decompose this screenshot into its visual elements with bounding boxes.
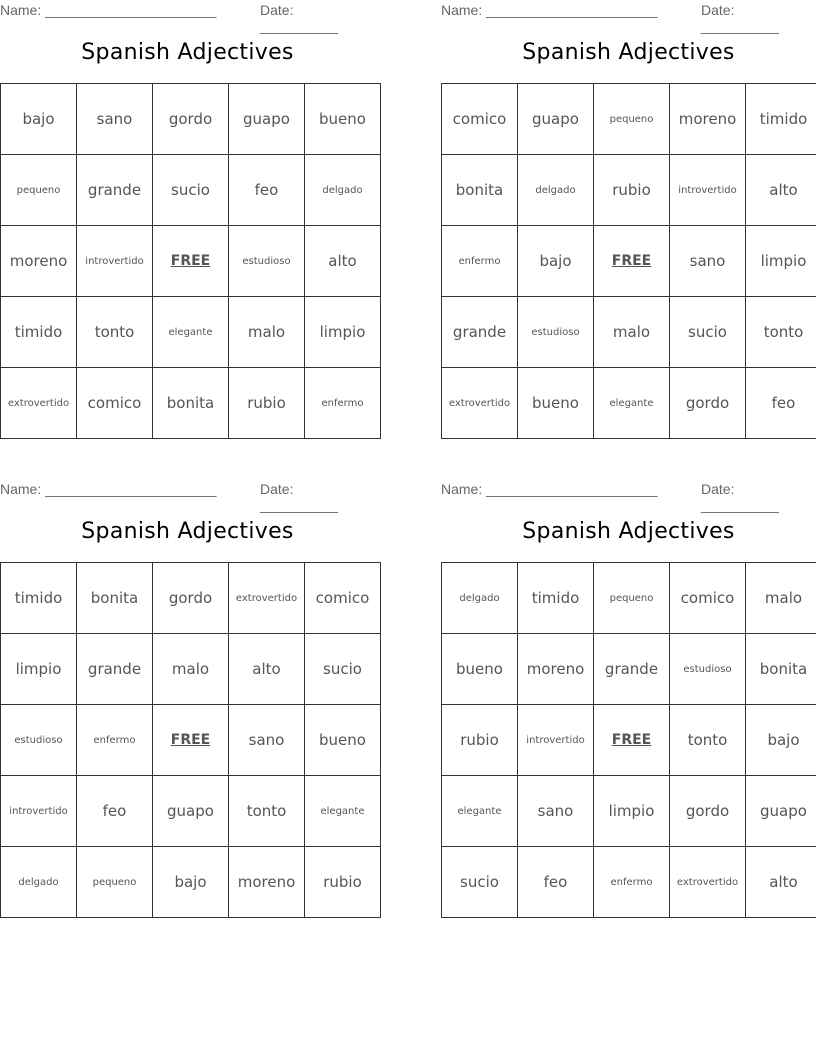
word-cell: malo	[594, 297, 670, 368]
word-cell: bajo	[153, 847, 229, 918]
word-cell: malo	[153, 634, 229, 705]
word-cell: delgado	[1, 847, 77, 918]
bingo-grid	[0, 83, 381, 439]
grid-row	[442, 847, 816, 918]
grid-row	[1, 368, 381, 439]
word-cell: delgado	[518, 155, 594, 226]
name-field-label: Name: ______________________	[0, 481, 217, 497]
word-cell: sucio	[305, 634, 381, 705]
word-cell: pequeno	[594, 84, 670, 155]
word-cell: bajo	[1, 84, 77, 155]
word-cell: delgado	[305, 155, 381, 226]
word-cell: bajo	[746, 705, 816, 776]
name-field-label: Name: ______________________	[0, 2, 217, 18]
word-cell: rubio	[305, 847, 381, 918]
word-cell: delgado	[442, 563, 518, 634]
word-cell: comico	[442, 84, 518, 155]
word-cell: bueno	[305, 84, 381, 155]
word-cell: gordo	[153, 84, 229, 155]
grid-row	[1, 705, 381, 776]
word-cell: sano	[518, 776, 594, 847]
word-cell: rubio	[442, 705, 518, 776]
word-cell: sano	[77, 84, 153, 155]
word-cell: extrovertido	[442, 368, 518, 439]
word-cell: gordo	[670, 368, 746, 439]
word-cell: comico	[670, 563, 746, 634]
word-cell: guapo	[229, 84, 305, 155]
word-cell: bonita	[442, 155, 518, 226]
word-cell: sano	[229, 705, 305, 776]
word-cell: feo	[518, 847, 594, 918]
grid-row	[442, 297, 816, 368]
word-cell: pequeno	[77, 847, 153, 918]
bingo-card-1	[0, 0, 375, 412]
word-cell: tonto	[229, 776, 305, 847]
grid-row	[1, 84, 381, 155]
word-cell: bonita	[77, 563, 153, 634]
word-cell: pequeno	[1, 155, 77, 226]
word-cell: alto	[746, 155, 816, 226]
word-cell: moreno	[670, 84, 746, 155]
word-cell: bajo	[518, 226, 594, 297]
word-cell: tonto	[670, 705, 746, 776]
word-cell: sano	[670, 226, 746, 297]
grid-row	[442, 368, 816, 439]
word-cell: elegante	[442, 776, 518, 847]
word-cell: sucio	[442, 847, 518, 918]
date-field-label: Date: __________	[260, 2, 338, 34]
grid-row	[442, 226, 816, 297]
word-cell: estudioso	[1, 705, 77, 776]
grid-row	[1, 226, 381, 297]
word-cell: rubio	[229, 368, 305, 439]
word-cell: bueno	[442, 634, 518, 705]
word-cell: timido	[518, 563, 594, 634]
word-cell: bueno	[305, 705, 381, 776]
grid-row	[442, 634, 816, 705]
card-title: Spanish Adjectives	[81, 519, 294, 544]
word-cell: grande	[77, 634, 153, 705]
word-cell: introvertido	[1, 776, 77, 847]
header-row	[0, 479, 375, 513]
word-cell: timido	[1, 297, 77, 368]
word-cell: tonto	[77, 297, 153, 368]
word-cell: moreno	[1, 226, 77, 297]
word-cell: tonto	[746, 297, 816, 368]
card-title: Spanish Adjectives	[81, 40, 294, 65]
word-cell: enfermo	[594, 847, 670, 918]
free-space-cell: FREE	[594, 226, 670, 297]
word-cell: pequeno	[594, 563, 670, 634]
free-space-cell: FREE	[153, 705, 229, 776]
grid-row	[1, 155, 381, 226]
bingo-grid	[0, 562, 381, 918]
word-cell: moreno	[229, 847, 305, 918]
grid-row	[442, 563, 816, 634]
word-cell: sucio	[670, 297, 746, 368]
word-cell: comico	[305, 563, 381, 634]
word-cell: feo	[77, 776, 153, 847]
date-field-label: Date: __________	[260, 481, 338, 513]
word-cell: gordo	[153, 563, 229, 634]
word-cell: comico	[77, 368, 153, 439]
grid-row	[1, 297, 381, 368]
header-row	[441, 0, 816, 34]
word-cell: guapo	[153, 776, 229, 847]
word-cell: extrovertido	[229, 563, 305, 634]
word-cell: estudioso	[518, 297, 594, 368]
grid-row	[1, 776, 381, 847]
word-cell: grande	[594, 634, 670, 705]
bingo-grid	[441, 83, 816, 439]
grid-row	[442, 705, 816, 776]
name-field-label: Name: ______________________	[441, 481, 658, 497]
word-cell: timido	[746, 84, 816, 155]
word-cell: enfermo	[442, 226, 518, 297]
header-row	[441, 479, 816, 513]
word-cell: rubio	[594, 155, 670, 226]
word-cell: timido	[1, 563, 77, 634]
word-cell: alto	[746, 847, 816, 918]
date-field-label: Date: __________	[701, 481, 779, 513]
word-cell: guapo	[518, 84, 594, 155]
word-cell: extrovertido	[670, 847, 746, 918]
bingo-grid	[441, 562, 816, 918]
word-cell: limpio	[594, 776, 670, 847]
word-cell: estudioso	[670, 634, 746, 705]
grid-row	[1, 634, 381, 705]
word-cell: sucio	[153, 155, 229, 226]
word-cell: elegante	[305, 776, 381, 847]
word-cell: bueno	[518, 368, 594, 439]
word-cell: grande	[442, 297, 518, 368]
word-cell: introvertido	[77, 226, 153, 297]
word-cell: bonita	[746, 634, 816, 705]
word-cell: malo	[229, 297, 305, 368]
date-field-label: Date: __________	[701, 2, 779, 34]
word-cell: estudioso	[229, 226, 305, 297]
word-cell: limpio	[746, 226, 816, 297]
word-cell: feo	[746, 368, 816, 439]
free-space-cell: FREE	[153, 226, 229, 297]
grid-row	[442, 155, 816, 226]
word-cell: limpio	[305, 297, 381, 368]
word-cell: enfermo	[305, 368, 381, 439]
word-cell: limpio	[1, 634, 77, 705]
grid-row	[1, 847, 381, 918]
grid-row	[442, 84, 816, 155]
grid-row	[442, 776, 816, 847]
name-field-label: Name: ______________________	[441, 2, 658, 18]
word-cell: introvertido	[670, 155, 746, 226]
bingo-card-2	[441, 0, 816, 412]
word-cell: elegante	[594, 368, 670, 439]
word-cell: guapo	[746, 776, 816, 847]
card-title: Spanish Adjectives	[522, 519, 735, 544]
word-cell: gordo	[670, 776, 746, 847]
word-cell: moreno	[518, 634, 594, 705]
word-cell: grande	[77, 155, 153, 226]
word-cell: enfermo	[77, 705, 153, 776]
free-space-cell: FREE	[594, 705, 670, 776]
word-cell: alto	[305, 226, 381, 297]
word-cell: introvertido	[518, 705, 594, 776]
word-cell: feo	[229, 155, 305, 226]
header-row	[0, 0, 375, 34]
word-cell: bonita	[153, 368, 229, 439]
card-title: Spanish Adjectives	[522, 40, 735, 65]
word-cell: elegante	[153, 297, 229, 368]
word-cell: extrovertido	[1, 368, 77, 439]
word-cell: malo	[746, 563, 816, 634]
bingo-card-4	[441, 479, 816, 891]
word-cell: alto	[229, 634, 305, 705]
bingo-card-3	[0, 479, 375, 891]
grid-row	[1, 563, 381, 634]
